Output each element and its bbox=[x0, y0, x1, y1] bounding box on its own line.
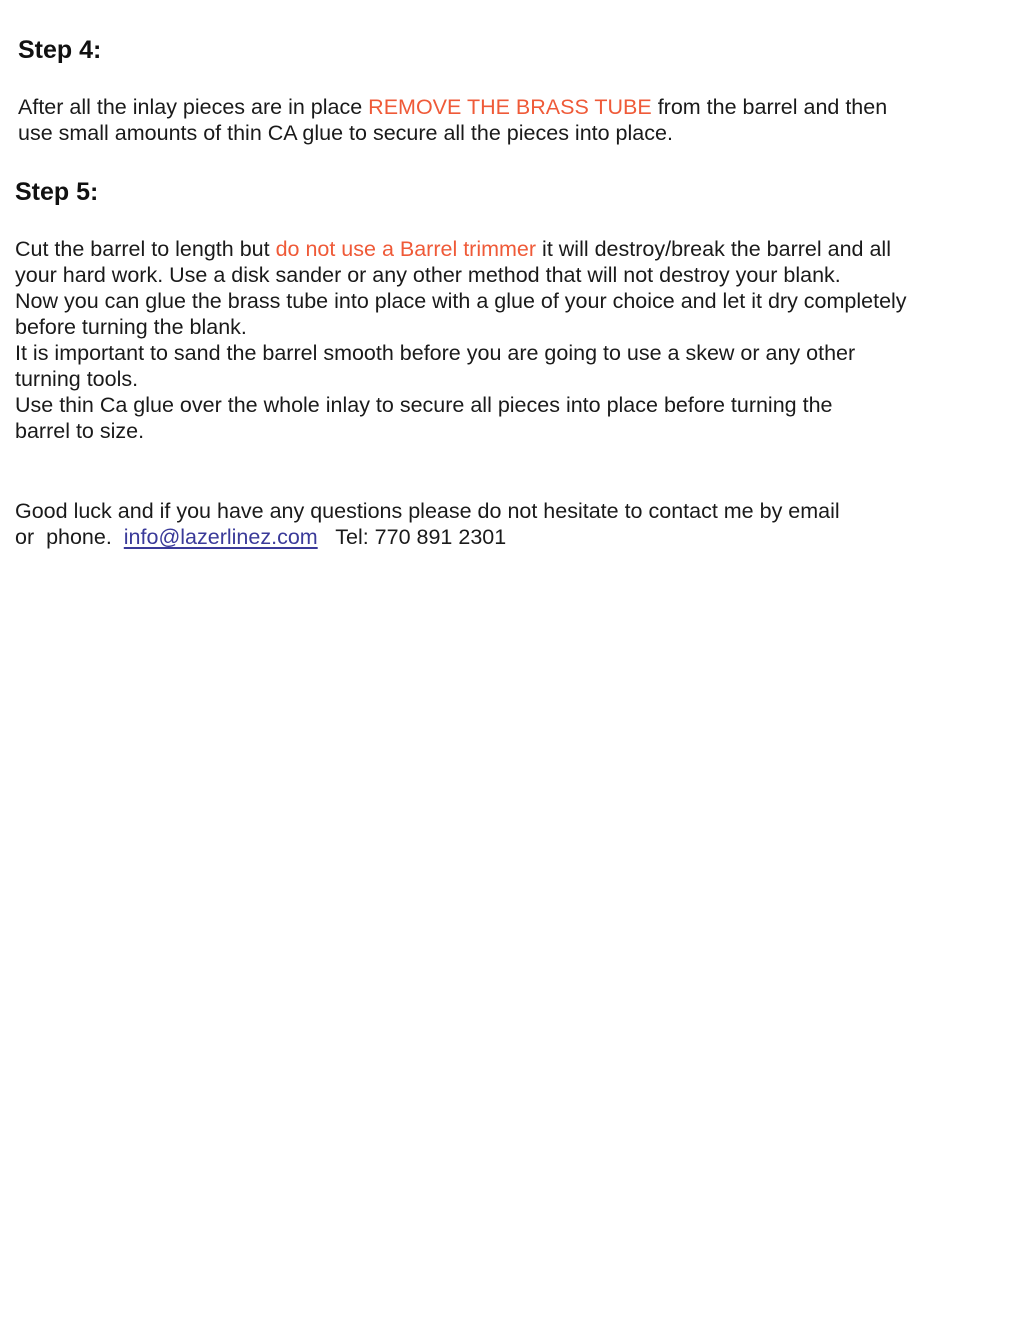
contact-prefix: or phone. bbox=[15, 525, 124, 549]
step-4-line-2: use small amounts of thin CA glue to secure all the pieces into place. bbox=[18, 121, 673, 145]
closing-line-1: Good luck and if you have any questions please do not hesitate to contact me by email bbox=[15, 499, 840, 523]
step-5-line-8: barrel to size. bbox=[15, 419, 145, 443]
phone-number: Tel: 770 891 2301 bbox=[335, 525, 507, 549]
step-5-line-7: Use thin Ca glue over the whole inlay to secure all pieces into place before turning the bbox=[15, 393, 833, 417]
closing-line-2 bbox=[15, 524, 506, 550]
step-5-line-5: It is important to sand the barrel smooth before you are going to use a skew or any other bbox=[15, 341, 856, 365]
step-5-warning-highlight: do not use a Barrel trimmer bbox=[275, 237, 537, 261]
step-5-line-1-text-start: Cut the barrel to length but bbox=[15, 237, 276, 261]
step-5-line-1 bbox=[15, 236, 891, 262]
step-4-heading: Step 4: bbox=[18, 36, 102, 64]
step-4-line-1-text-end: from the barrel and then bbox=[651, 95, 888, 119]
step-4-warning-highlight: REMOVE THE BRASS TUBE bbox=[368, 95, 652, 119]
step-5-line-4: before turning the blank. bbox=[15, 315, 247, 339]
step-5-line-3: Now you can glue the brass tube into place with a glue of your choice and let it dry completely bbox=[15, 289, 907, 313]
step-5-heading: Step 5: bbox=[15, 178, 99, 206]
step-4-line-1 bbox=[18, 94, 887, 120]
contact-spacer bbox=[318, 525, 336, 549]
email-link[interactable]: info@lazerlinez.com bbox=[123, 525, 318, 549]
step-4-line-1-text-start: After all the inlay pieces are in place bbox=[18, 95, 369, 119]
step-5-line-2: your hard work. Use a disk sander or any other method that will not destroy your blank. bbox=[15, 263, 841, 287]
step-5-line-1-text-end: it will destroy/break the barrel and all bbox=[536, 237, 891, 261]
step-5-line-6: turning tools. bbox=[15, 367, 139, 391]
